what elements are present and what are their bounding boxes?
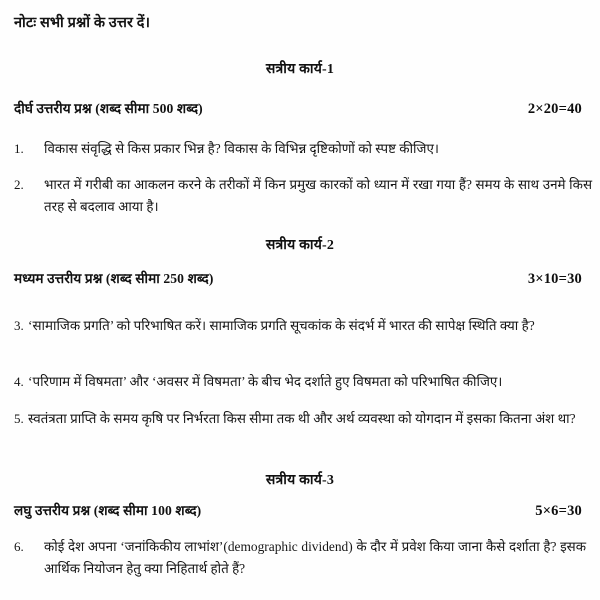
marks-row-2	[0, 268, 600, 288]
question-text: ‘परिणाम में विषमता’ और ‘अवसर में विषमता’ के बीच भेद दर्शाते हुए विषमता को परिभाषित कीजिए।	[28, 374, 503, 389]
question-number: 4.	[14, 374, 24, 389]
marks-row-1	[0, 98, 600, 118]
question-text: ‘सामाजिक प्रगति’ को परिभाषित करें। सामाजिक प्रगति सूचकांक के संदर्भ में भारत की सापेक्ष स्थिति क्या है?	[28, 318, 535, 333]
question-item	[14, 536, 586, 579]
marks-label-1: दीर्घ उत्तरीय प्रश्न (शब्द सीमा 500 शब्द)	[14, 101, 203, 116]
question-item	[14, 174, 592, 217]
question-text: विकास संवृद्धि से किस प्रकार भिन्न है? विकास के विभिन्न दृष्टिकोणों को स्पष्ट कीजिए।	[44, 141, 439, 156]
question-item	[14, 315, 594, 337]
question-number: 6.	[14, 539, 24, 554]
marks-value-3: 5×6=30	[535, 503, 582, 519]
question-text: कोई देश अपना ‘जनांकिकीय लाभांश’(demographic dividend) के दौर में प्रवेश किया जाना कैसे दर्शाता है? इसक आर्थिक नियोजन हेतु क्या निहितार्थ होते हैं?	[44, 539, 586, 576]
marks-row-3	[0, 500, 600, 520]
question-text: भारत में गरीबी का आकलन करने के तरीकों में किन प्रमुख कारकों को ध्यान में रखा गया हैं? समय के साथ उनमे किस तरह से बदलाव आया है।	[44, 177, 592, 214]
marks-value-2: 3×10=30	[527, 271, 582, 287]
question-number: 3.	[14, 318, 24, 333]
marks-label-2: मध्यम उत्तरीय प्रश्न (शब्द सीमा 250 शब्द)	[14, 271, 214, 286]
question-number: 2.	[14, 177, 24, 192]
marks-label-3: लघु उत्तरीय प्रश्न (शब्द सीमा 100 शब्द)	[14, 503, 202, 518]
section-title-3: सत्रीय कार्य-3	[265, 473, 335, 488]
question-number: 1.	[14, 141, 24, 156]
instruction-note: नोटः सभी प्रश्नों के उत्तर दें।	[14, 15, 151, 31]
question-item	[14, 408, 594, 430]
section-title-1: सत्रीय कार्य-1	[265, 62, 335, 77]
marks-value-1: 2×20=40	[527, 101, 582, 117]
question-item	[14, 138, 570, 160]
question-item	[14, 371, 594, 393]
section-title-2: सत्रीय कार्य-2	[265, 238, 335, 253]
question-text: स्वतंत्रता प्राप्ति के समय कृषि पर निर्भरता किस सीमा तक थी और अर्थ व्यवस्था को योगदान में इसका कितना अंश था?	[28, 411, 576, 426]
question-number: 5.	[14, 411, 24, 426]
